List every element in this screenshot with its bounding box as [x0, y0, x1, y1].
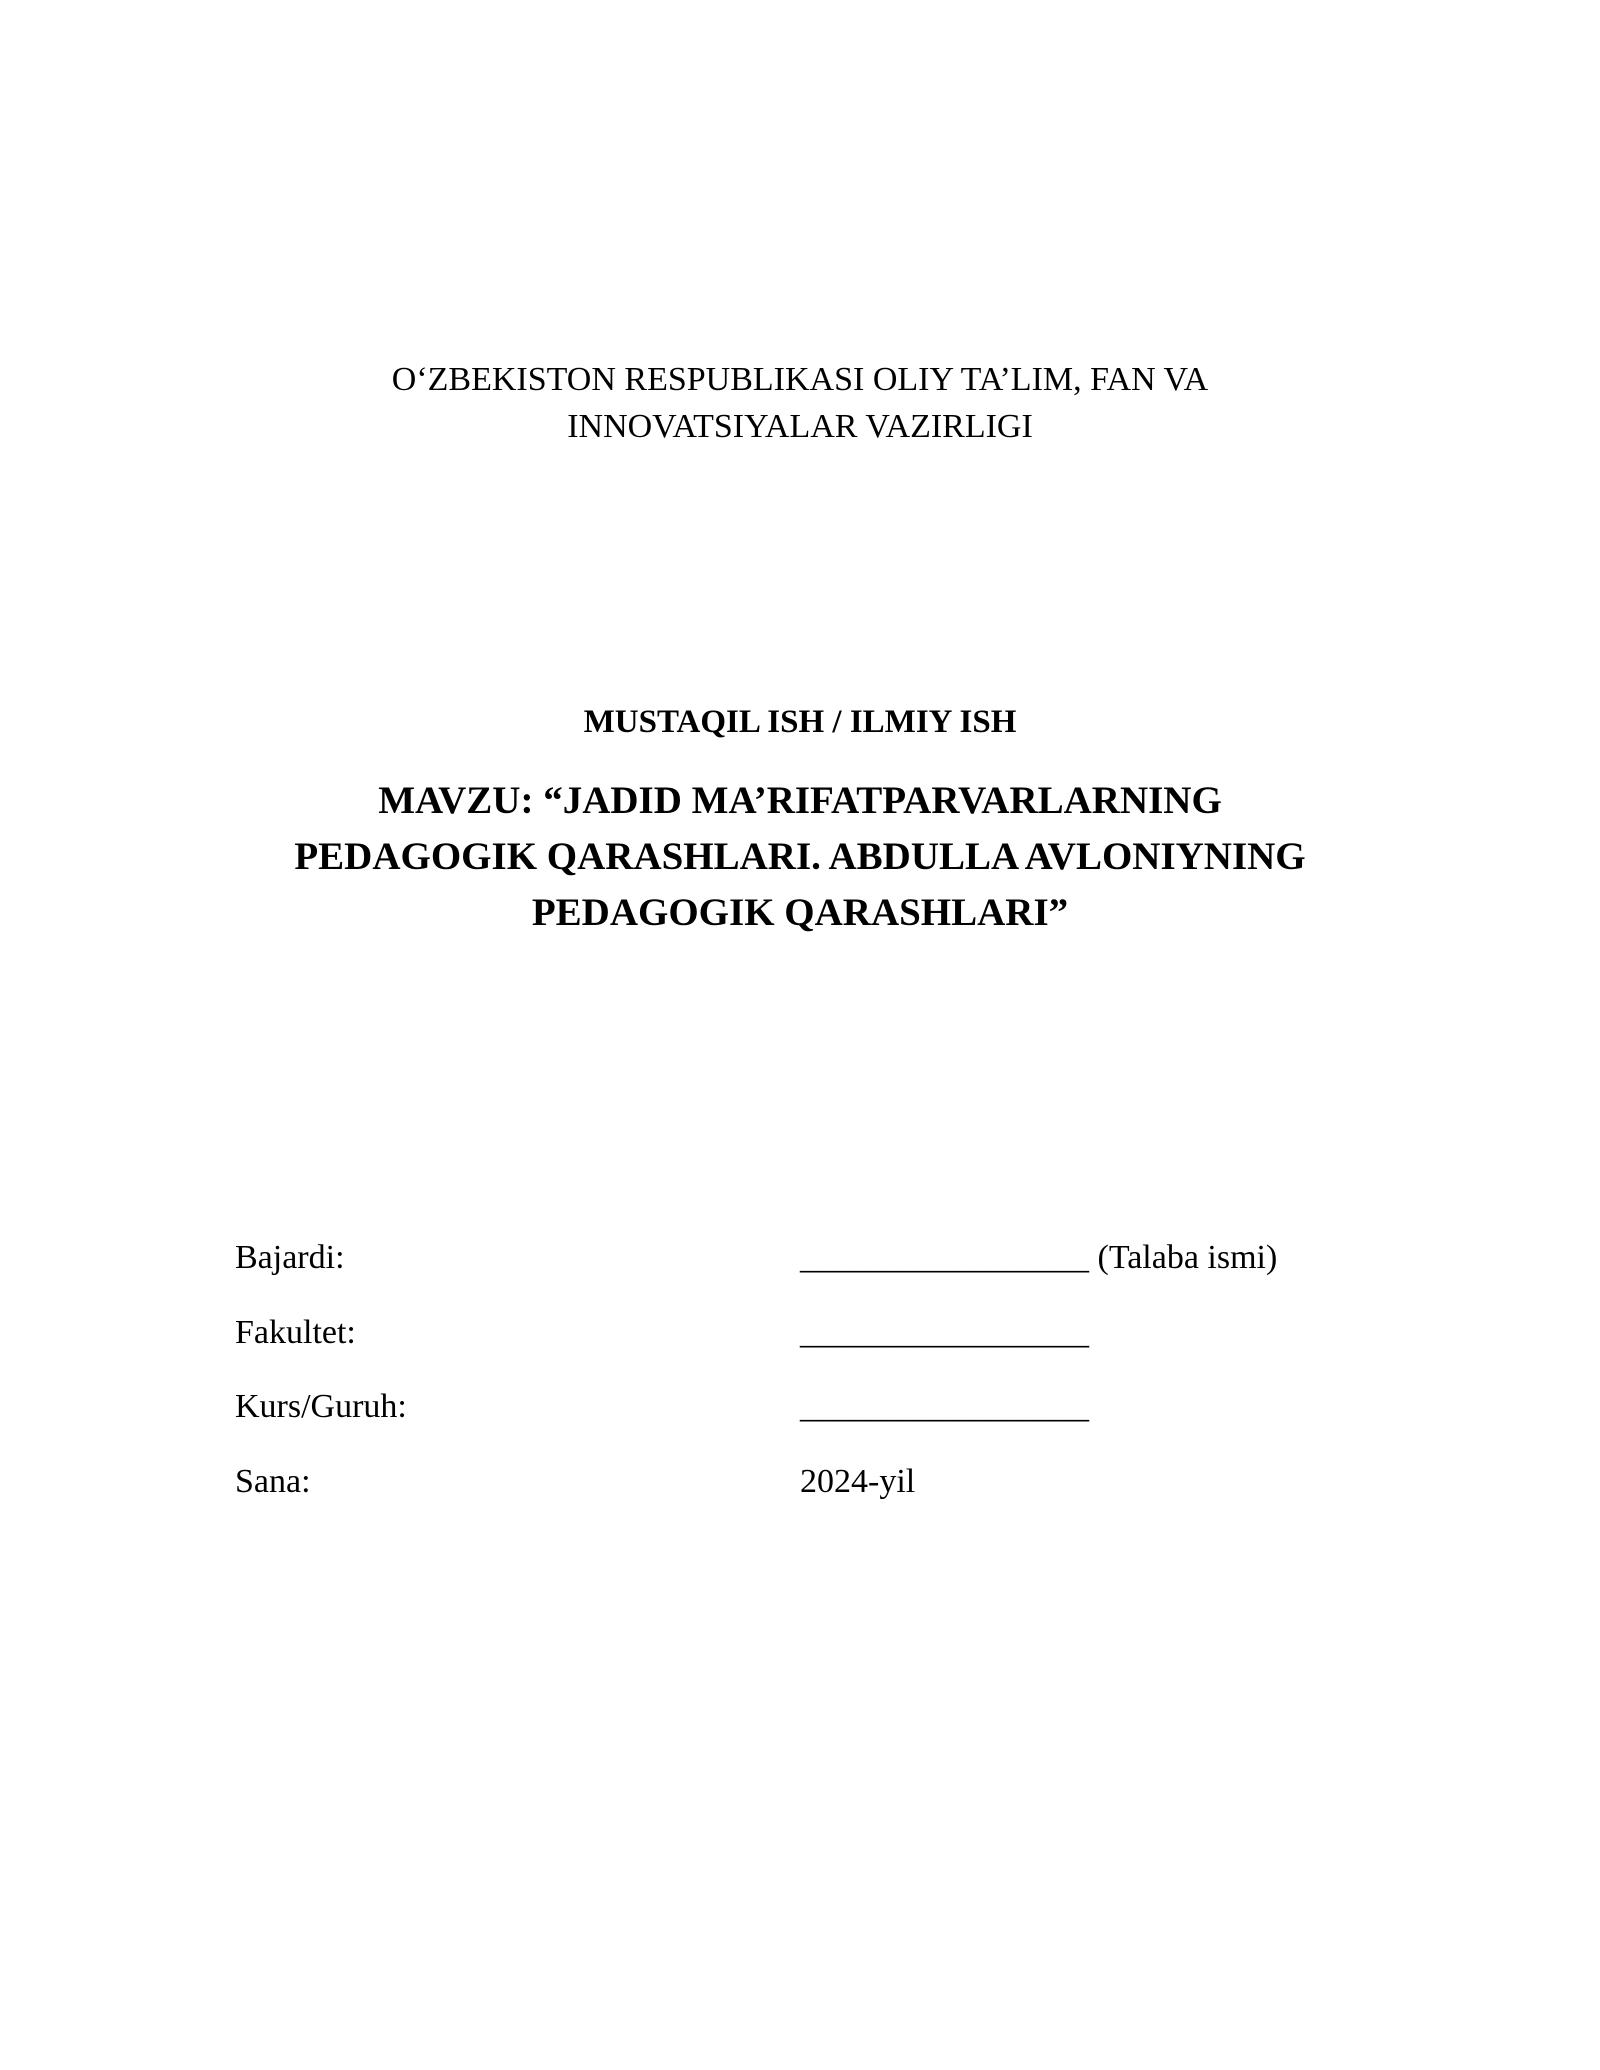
info-label: Fakultet: — [235, 1314, 356, 1351]
ministry-name-line2: INNOVATSIYALAR VAZIRLIGI — [567, 408, 1033, 445]
ministry-name-line1: O‘ZBEKISTON RESPUBLIKASI OLIY TA’LIM, FAN VA — [391, 361, 1209, 398]
info-row-performer — [0, 1233, 1600, 1283]
work-type-heading: MUSTAQIL ISH / ILMIY ISH — [583, 704, 1017, 740]
info-row-faculty — [0, 1308, 1600, 1358]
info-value: _________________ — [800, 1388, 1089, 1425]
info-value: 2024-yil — [800, 1463, 916, 1500]
info-row-course-group — [0, 1382, 1600, 1432]
info-row-date — [0, 1457, 1600, 1507]
info-value: _________________ — [800, 1314, 1089, 1351]
info-label: Bajardi: — [235, 1239, 345, 1276]
info-label: Sana: — [235, 1463, 311, 1500]
topic-title-line3: PEDAGOGIK QARASHLARI” — [531, 891, 1069, 934]
topic-title-line2: PEDAGOGIK QARASHLARI. ABDULLA AVLONIYNING — [294, 835, 1306, 878]
info-label: Kurs/Guruh: — [235, 1388, 407, 1425]
info-value: _________________ (Talaba ismi) — [800, 1239, 1278, 1276]
topic-title-line1: MAVZU: “JADID MA’RIFATPARVARLARNING — [378, 779, 1222, 822]
